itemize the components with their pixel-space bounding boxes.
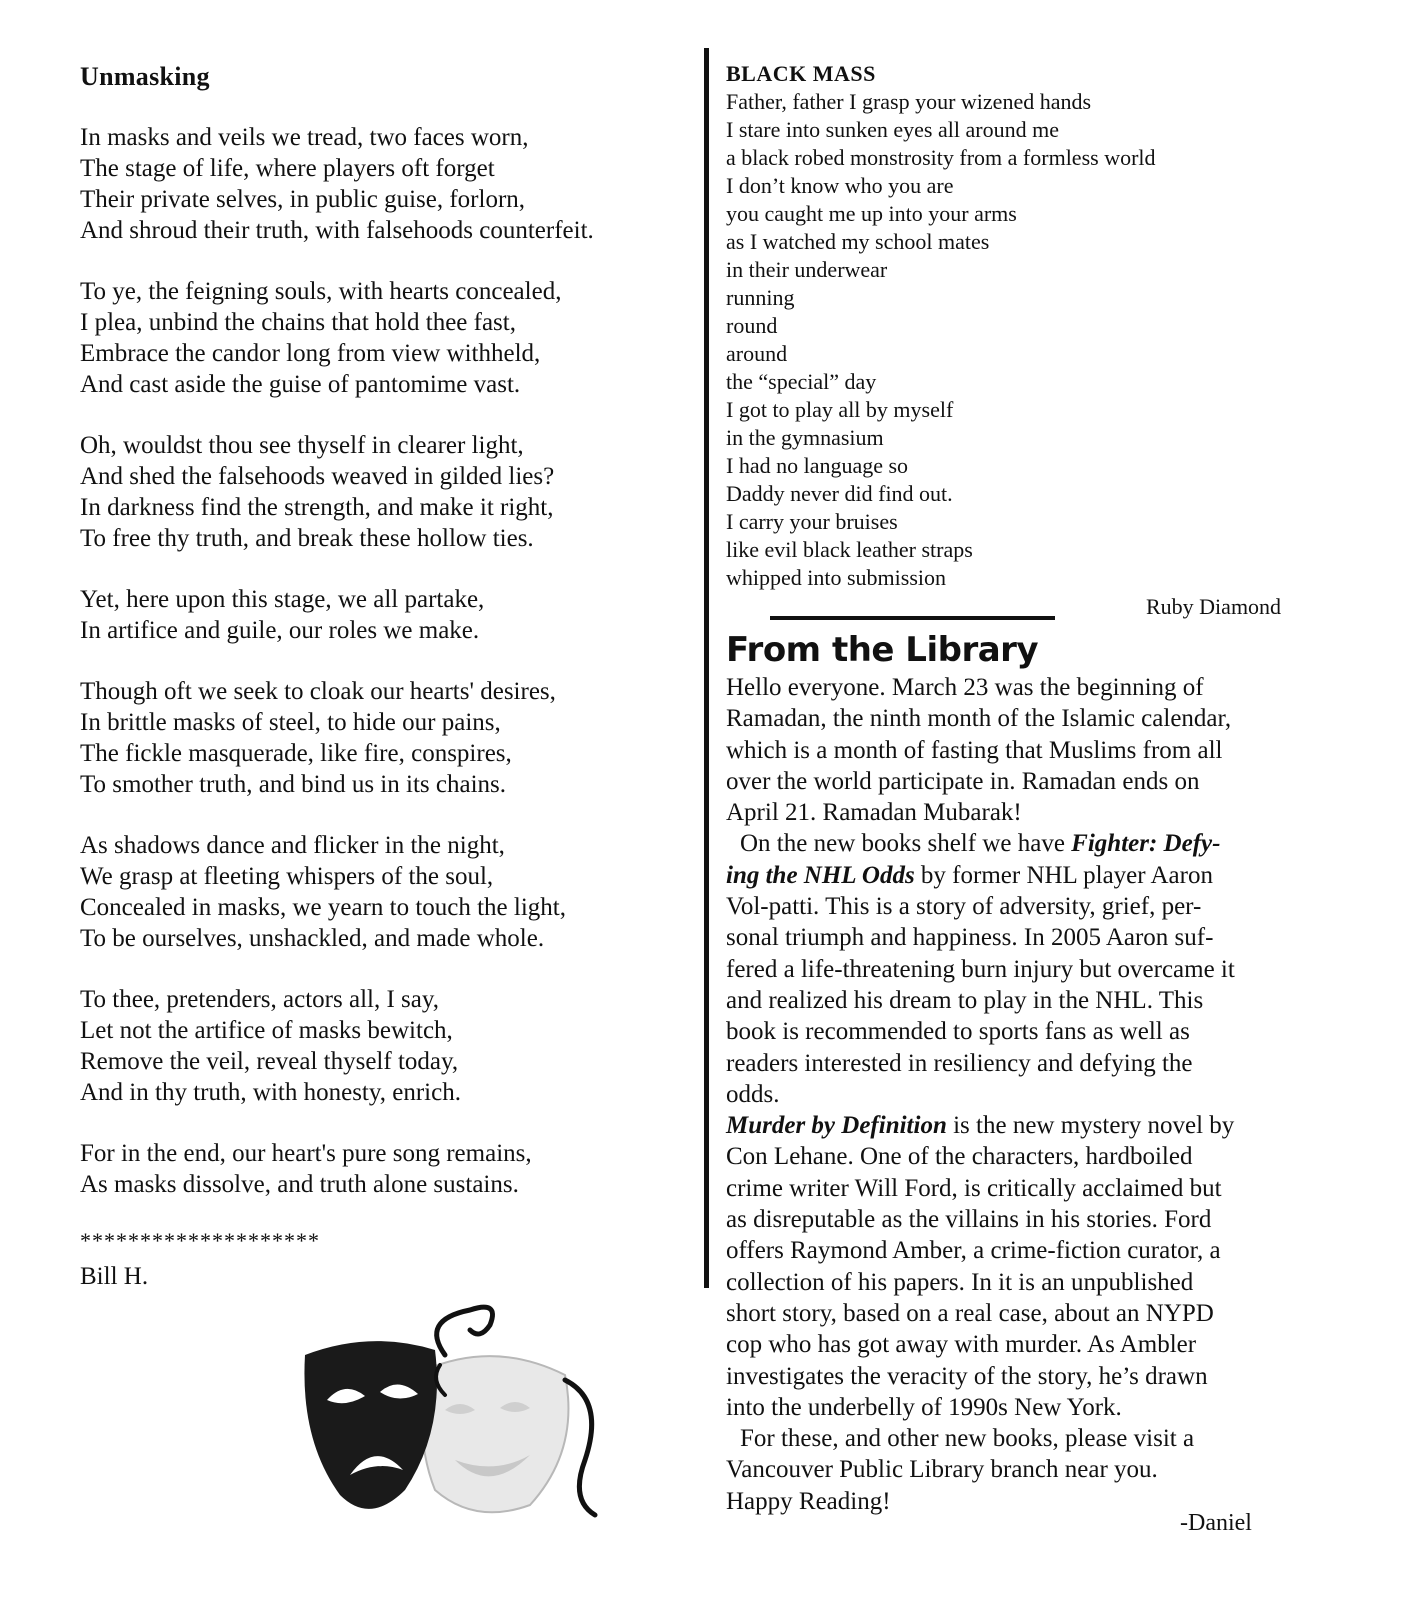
section-divider: [770, 616, 1055, 620]
article-line: Hello everyone. March 23 was the beginning of: [726, 674, 1204, 701]
poem-black-mass: [726, 60, 1336, 592]
article-line: crime writer Will Ford, is critically acclaimed but: [726, 1174, 1222, 1202]
poem-line: whipped into submission: [726, 565, 947, 590]
poem-line: I don’t know who you are: [726, 173, 954, 198]
article-line: collection of his papers. In it is an unpublished: [726, 1268, 1194, 1296]
poem-line: In artifice and guile, our roles we make.: [80, 617, 480, 644]
stanza: [80, 984, 690, 1108]
poem-line: And cast aside the guise of pantomime vast.: [80, 371, 521, 398]
poem-line: In darkness find the strength, and make it right,: [80, 494, 554, 521]
article-line: April 21. Ramadan Mubarak!: [726, 799, 1022, 827]
poem-line: The stage of life, where players oft forget: [80, 155, 495, 182]
poem-line: Their private selves, in public guise, forlorn,: [80, 186, 526, 213]
poem-line: The fickle masquerade, like fire, conspires,: [80, 740, 512, 767]
poem-line: like evil black leather straps: [726, 537, 973, 562]
poem-line: the “special” day: [726, 369, 877, 394]
article-line: Con Lehane. One of the characters, hardboiled: [726, 1143, 1193, 1171]
article-signature: -Daniel: [1180, 1510, 1252, 1536]
article-line: Ramadan, the ninth month of the Islamic calendar,: [726, 705, 1232, 733]
article-line: investigates the veracity of the story, he’s drawn: [726, 1362, 1208, 1390]
article-text: On the new books shelf we have: [740, 830, 1072, 858]
poem-line: To thee, pretenders, actors all, I say,: [80, 986, 439, 1013]
poem-author: Ruby Diamond: [1146, 594, 1282, 619]
poem-line: As shadows dance and flicker in the night,: [80, 832, 505, 859]
poem-line: Though oft we seek to cloak our hearts' desires,: [80, 678, 556, 705]
poem-line: Daddy never did find out.: [726, 481, 953, 506]
book-title-fighter: ing the NHL Odds: [726, 861, 915, 889]
poem-title: BLACK MASS: [726, 61, 876, 86]
stanza: [80, 430, 690, 554]
column-divider: [704, 48, 709, 1288]
poem-line: in their underwear: [726, 257, 888, 282]
poem-author: Bill H.: [80, 1263, 149, 1290]
poem-line: I plea, unbind the chains that hold thee fast,: [80, 309, 516, 336]
poem-unmasking: [80, 62, 690, 1294]
article-line: book is recommended to sports fans as well as: [726, 1018, 1190, 1046]
article-line: [726, 828, 1322, 859]
article-line: readers interested in resiliency and defying the: [726, 1049, 1193, 1077]
poem-line: a black robed monstrosity from a formless world: [726, 145, 1156, 170]
poem-line: To smother truth, and bind us in its chains.: [80, 771, 506, 798]
article-line: [726, 860, 1322, 891]
poem-line: I carry your bruises: [726, 509, 898, 534]
stanza: [80, 830, 690, 954]
article-line: into the underbelly of 1990s New York.: [726, 1393, 1122, 1421]
article-line: Happy Reading!: [726, 1487, 891, 1515]
poem-line: And shroud their truth, with falsehoods counterfeit.: [80, 217, 594, 244]
poem-line: For in the end, our heart's pure song remains,: [80, 1140, 532, 1167]
poem-line: Let not the artifice of masks bewitch,: [80, 1017, 453, 1044]
poem-line: And shed the falsehoods weaved in gilded lies?: [80, 463, 555, 490]
library-heading: From the Library: [726, 630, 1039, 670]
poem-line: around: [726, 341, 788, 366]
book-title-fighter: Fighter: Defy-: [1071, 830, 1221, 858]
poem-line: Oh, wouldst thou see thyself in clearer light,: [80, 432, 524, 459]
article-line: For these, and other new books, please visit a: [740, 1425, 1195, 1453]
stanza: [80, 676, 690, 800]
poem-line: As masks dissolve, and truth alone sustains.: [80, 1171, 519, 1198]
stanza: [80, 1138, 690, 1200]
article-line: odds.: [726, 1080, 780, 1108]
article-line: and realized his dream to play in the NHL. This: [726, 986, 1204, 1014]
stanza: [80, 276, 690, 400]
library-article: [726, 672, 1322, 1517]
article-line: [726, 1110, 1322, 1141]
poem-line: To be ourselves, unshackled, and made whole.: [80, 925, 545, 952]
poem-line: Remove the veil, reveal thyself today,: [80, 1048, 459, 1075]
article-line: as disreputable as the villains in his stories. Ford: [726, 1206, 1212, 1234]
poem-line: Embrace the candor long from view withheld,: [80, 340, 541, 367]
article-line: Vol-patti. This is a story of adversity, grief, per-: [726, 893, 1202, 921]
poem-line: Father, father I grasp your wizened hands: [726, 89, 1092, 114]
article-line: sonal triumph and happiness. In 2005 Aaron suf-: [726, 924, 1214, 952]
poem-line: in the gymnasium: [726, 425, 884, 450]
article-line: offers Raymond Amber, a crime-fiction curator, a: [726, 1237, 1221, 1265]
article-line: short story, based on a real case, about an NYPD: [726, 1299, 1214, 1327]
poem-line: you caught me up into your arms: [726, 201, 1017, 226]
poem-line: I had no language so: [726, 453, 909, 478]
article-line: Vancouver Public Library branch near you.: [726, 1456, 1158, 1484]
poem-line: Yet, here upon this stage, we all partake,: [80, 586, 485, 613]
article-line: fered a life-threatening burn injury but overcame it: [726, 955, 1235, 983]
stanza: [80, 584, 690, 646]
article-line: which is a month of fasting that Muslims from all: [726, 736, 1223, 764]
article-text: by former NHL player Aaron: [914, 861, 1213, 889]
poem-line: To free thy truth, and break these hollow ties.: [80, 525, 534, 552]
poem-line: In brittle masks of steel, to hide our pains,: [80, 709, 501, 736]
separator-stars: ********************: [80, 1228, 320, 1253]
theatre-masks-icon: [295, 1300, 615, 1530]
poem-line: And in thy truth, with honesty, enrich.: [80, 1079, 461, 1106]
poem-line: I stare into sunken eyes all around me: [726, 117, 1059, 142]
poem-line: round: [726, 313, 778, 338]
poem-line: Concealed in masks, we yearn to touch the light,: [80, 894, 566, 921]
article-text: is the new mystery novel by: [946, 1112, 1235, 1140]
book-title-murder: Murder by Definition: [726, 1112, 947, 1140]
article-line: cop who has got away with murder. As Ambler: [726, 1331, 1197, 1359]
poem-line: We grasp at fleeting whispers of the soul,: [80, 863, 494, 890]
poem-line: running: [726, 285, 795, 310]
poem-line: I got to play all by myself: [726, 397, 954, 422]
article-line: over the world participate in. Ramadan ends on: [726, 767, 1200, 795]
stanza: [80, 122, 690, 246]
poem-title: Unmasking: [80, 62, 210, 91]
poem-line: To ye, the feigning souls, with hearts concealed,: [80, 278, 562, 305]
poem-line: In masks and veils we tread, two faces worn,: [80, 124, 529, 151]
poem-line: as I watched my school mates: [726, 229, 990, 254]
